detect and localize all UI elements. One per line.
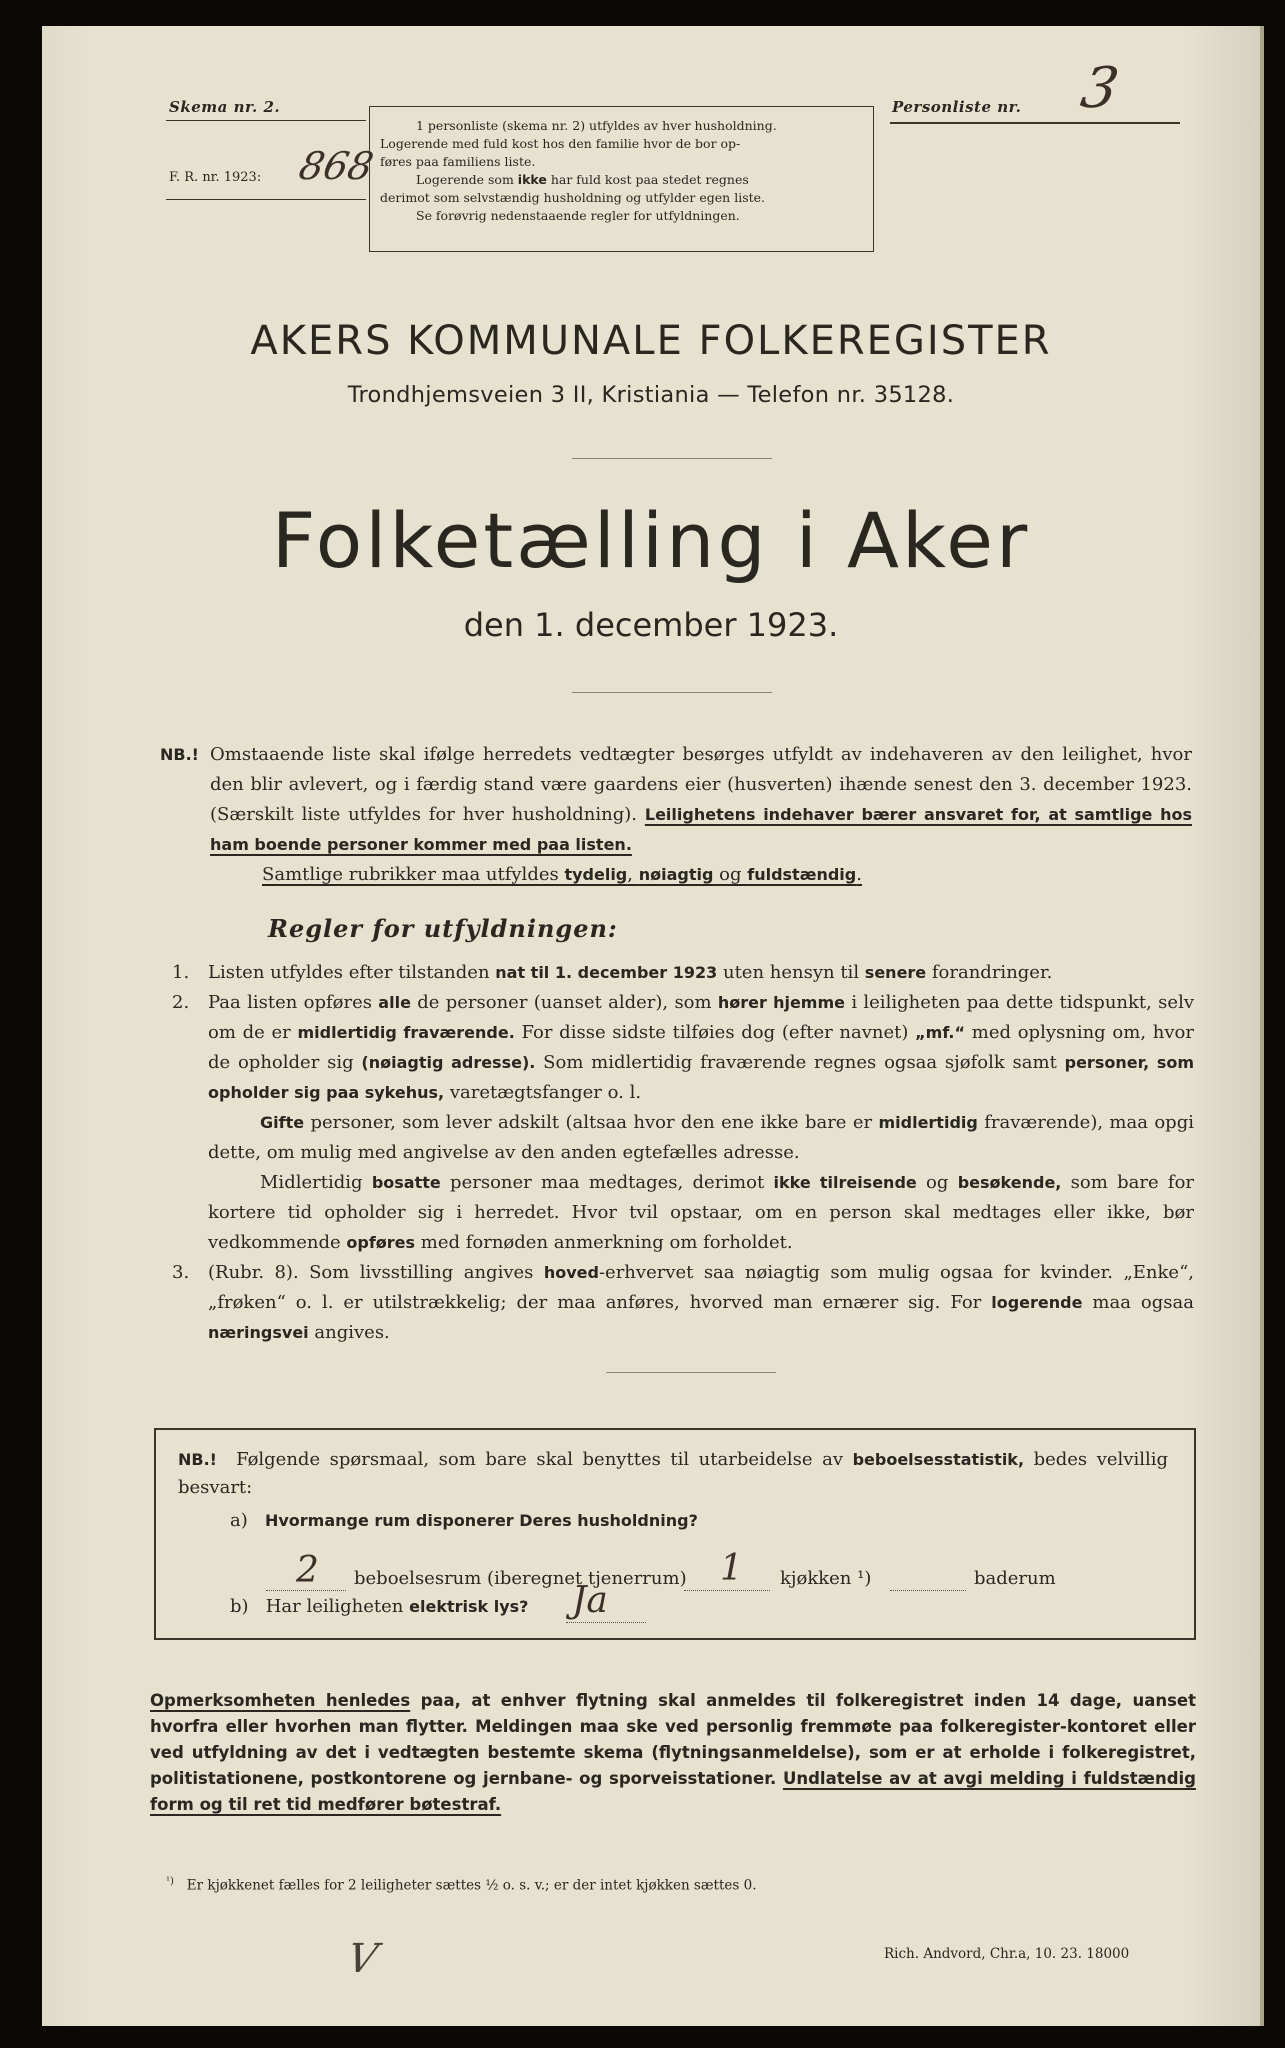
note-line: Logerende med fuld kost hos den familie hvor de bor op- [380, 136, 741, 151]
footnote: $^{^1)}$ Er kjøkkenet fælles for 2 leiligheter sættes ½ o. s. v.; er der intet kjøkken sættes 0. [166, 1876, 757, 1894]
divider [572, 692, 772, 693]
rules-heading: Regler for utfyldningen: [268, 914, 618, 943]
bath-field[interactable] [890, 1590, 966, 1591]
note-line: derimot som selvstændig husholdning og utfylder egen liste. [380, 190, 765, 205]
check-mark: V [343, 1936, 381, 1982]
paper-edge [1260, 26, 1264, 2026]
divider [166, 199, 366, 200]
rule-item: 3. (Rubr. 8). Som livsstilling angives hoved-erhvervet saa nøiagtig som mulig ogsaa for kvinder. „Enke“, „frøken“ o. l. er utilstrækkelig; der maa anføres, hvorved man ernærer sig. For logerende maa ogsaa næringsvei angives. [172, 1262, 1194, 1343]
main-title: Folketælling i Aker [271, 496, 1031, 585]
rule-item: 1. Listen utfyldes efter tilstanden nat til 1. december 1923 uten hensyn til senere forandringer. [172, 962, 1053, 983]
census-form-page [42, 26, 1260, 2026]
question-a: a) Hvormange rum disponerer Deres husholdning? [230, 1510, 698, 1531]
fr-label: F. R. nr. 1923: [169, 170, 262, 185]
organization-heading: AKERS KOMMUNALE FOLKEREGISTER [250, 318, 1052, 364]
housing-statistics-box [154, 1428, 1196, 1640]
personliste-handwritten-value: 3 [1076, 56, 1124, 121]
divider [572, 458, 772, 459]
nb2-intro: NB.! Følgende spørsmaal, som bare skal benyttes til utarbeidelse av beboelsesstatistik, bedes velvillig besvart: [178, 1449, 1168, 1498]
rooms-handwritten-value: 2 [296, 1550, 319, 1591]
note-line: 1 personliste (skema nr. 2) utfyldes av hver husholdning. [416, 118, 777, 133]
divider [166, 120, 366, 121]
note-line: Logerende som ikke har fuld kost paa stedet regnes [416, 172, 749, 187]
skema-label: Skema nr. 2. [169, 98, 281, 116]
nb-notice [160, 740, 1192, 890]
kitchen-handwritten-value: 1 [720, 1548, 743, 1589]
rooms-label: beboelsesrum (iberegnet tjenerrum) [354, 1568, 687, 1589]
rooms-answer-line [230, 1548, 1190, 1600]
nb-bold-text: Leilighetens indehaver bærer ansvaret for, at samtlige hos ham boende personer kommer med paa listen. [210, 805, 1192, 854]
census-date: den 1. december 1923. [463, 606, 839, 644]
note-line: Se forøvrig nedenstaaende regler for utfyldningen. [416, 208, 740, 223]
moving-notice: Opmerksomheten henledes paa, at enhver flytning skal anmeldes til folkeregistret inden 14 dage, uanset hvorfra eller hvorhen man flytter. Meldingen maa ske ved personlig fremmøte paa folkeregister-kontoret eller ved utfyldning av det i vedtægten bestemte skema (flytningsanmeldelse), som er at erholde i folkeregistret, politistationene, postkontorene og jernbane- og sporveisstationer. Undlatelse av at avgi melding i fuldstændig form og til ret tid medfører bøtestraf. [150, 1691, 1196, 1814]
note-line: føres paa familiens liste. [380, 154, 536, 169]
rules-list [172, 958, 1194, 1348]
nb-label: NB.! [160, 745, 199, 764]
nb-text: Omstaaende liste skal ifølge herredets vedtægter besørges utfyldt av indehaveren av den leilighet, hvor den blir avlevert, og i færdig stand være gaardens eier (husverten) ihænde senest den 3. december 1923. (Særskilt liste utfyldes for hver husholdning). [210, 744, 1192, 825]
printer-imprint: Rich. Andvord, Chr.a, 10. 23. 18000 [884, 1946, 1130, 1962]
personliste-label: Personliste nr. [892, 98, 1022, 116]
kitchen-label: kjøkken ¹) [780, 1568, 872, 1589]
fr-handwritten-value: 868 [295, 144, 378, 188]
electric-light-field[interactable] [566, 1622, 646, 1623]
instruction-note-box [369, 106, 874, 252]
rule-item: 2. Paa listen opføres alle de personer (uanset alder), som hører hjemme i leiligheten paa dette tidspunkt, selv om de er midlertidig fraværende. For disse sidste tilføies dog (efter navnet) „mf.“ med oplysning om, hvor de opholder sig (nøiagtig adresse). Som midlertidig fraværende regnes ogsaa sjøfolk samt personer, som opholder sig paa sykehus, varetægtsfanger o. l. Gifte personer, som lever adskilt (altsaa hvor den ene ikke bare er midlertidig fraværende), maa opgi dette, om mulig med angivelse av den anden egtefælles adresse. Midlertidig bosatte personer maa medtages, derimot ikke tilreisende og besøkende, som bare for kortere tid opholder sig i herredet. Hvor tvil opstaar, om en person skal medtages eller ikke, bør vedkommende opføres med fornøden anmerkning om forholdet. [172, 992, 1195, 1253]
electric-light-handwritten-value: Ja [572, 1580, 608, 1621]
bath-label: baderum [974, 1568, 1056, 1589]
address-line: Trondhjemsveien 3 II, Kristiania — Telefon nr. 35128. [347, 382, 955, 408]
divider [890, 122, 1180, 124]
question-b: b) Har leiligheten elektrisk lys? [230, 1596, 529, 1617]
divider [606, 1372, 776, 1373]
nb-requirement: Samtlige rubrikker maa utfyldes tydelig, nøiagtig og fuldstændig. [262, 864, 862, 885]
kitchen-field[interactable] [684, 1590, 770, 1591]
